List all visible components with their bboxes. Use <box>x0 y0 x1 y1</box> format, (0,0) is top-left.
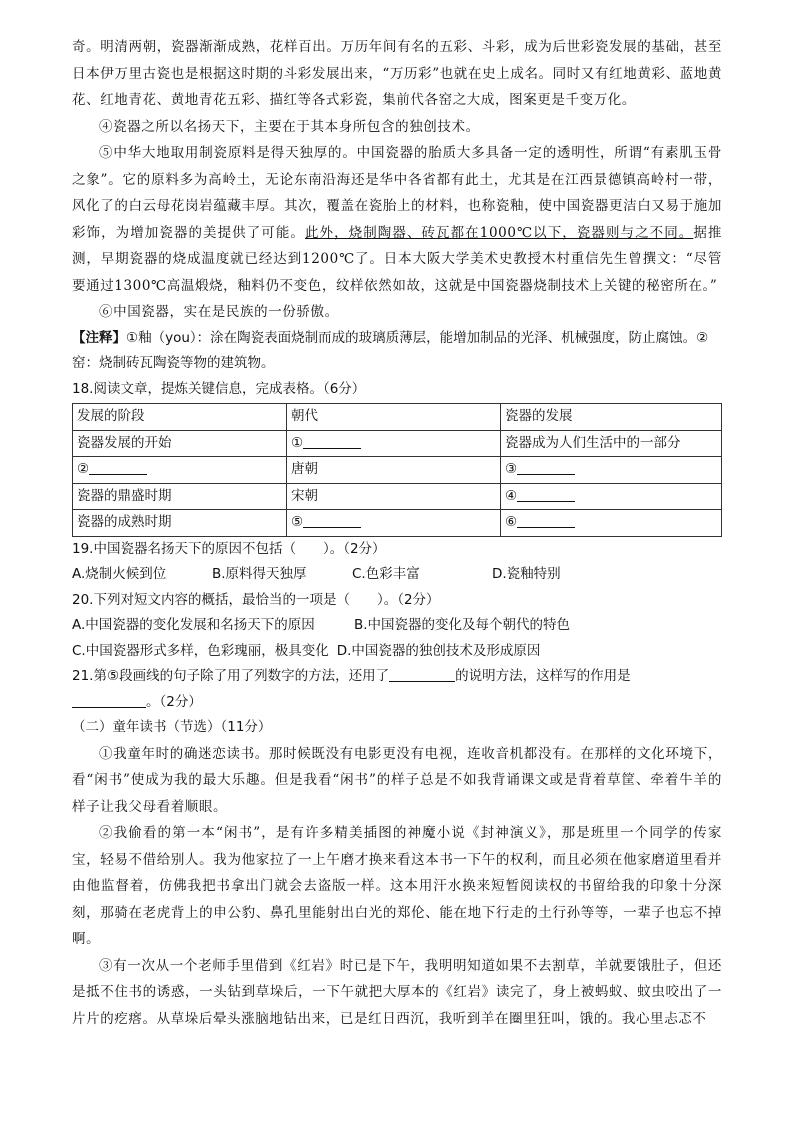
table-cell: 唐朝 <box>287 457 501 484</box>
table-cell-blank[interactable] <box>287 510 501 537</box>
passage-paragraph-4: ④瓷器之所以名扬天下，主要在于其本身所包含的独创技术。 <box>99 118 480 135</box>
question-19 <box>72 537 722 588</box>
answer-blank[interactable] <box>517 486 575 502</box>
table-cell-blank[interactable] <box>287 430 501 457</box>
q18-table <box>72 403 722 537</box>
question-18 <box>72 377 722 537</box>
q18-stem: 18.阅读文章，提炼关键信息，完成表格。（6分） <box>72 380 366 397</box>
table-cell: 宋朝 <box>287 483 501 510</box>
q20-stem: 20.下列对短文内容的概括，最恰当的一项是（ ）。（2分） <box>72 591 440 608</box>
q19-option-c[interactable]: C.色彩丰富 <box>352 566 420 582</box>
q20-option-a[interactable]: A.中国瓷器的变化发展和名扬天下的原因 <box>72 617 315 633</box>
q19-stem: 19.中国瓷器名扬天下的原因不包括（ ）。（2分） <box>72 540 386 557</box>
table-row <box>73 510 722 537</box>
section-two <box>72 715 722 1032</box>
q21-blank-method[interactable] <box>389 666 455 682</box>
answer-blank[interactable] <box>89 459 147 475</box>
note-head: 【注释】 <box>72 329 126 346</box>
q21-text-2: 的说明方法，这样写的作用是 <box>455 668 631 684</box>
p5-text-b: 据推测，早期瓷器的烧成温度就已经达到1200℃了。日本大阪大学美术史教授木村重信先生曾撰文：“尽管要通过1300℃高温煅烧，釉料仍不变色，纹样依然如故，这就是中国瓷器烧制技术上关键的秘密所在。” <box>72 224 722 294</box>
answer-blank[interactable] <box>517 459 575 475</box>
table-header-row <box>73 404 722 431</box>
q19-option-a[interactable]: A.烧制火候到位 <box>72 566 167 582</box>
passage-paragraph-5 <box>72 140 722 299</box>
q21-text-1: 21.第⑤段画线的句子除了用了列数字的方法，还用了 <box>72 668 390 684</box>
table-cell: 瓷器发展的开始 <box>73 430 287 457</box>
section-two-paragraph-3: ③有一次从一个老师手里借到《红岩》时已是下午，我明明知道如果不去割草，羊就要饿肚子，但还是抵不住书的诱惑，一头钻到草垛后，一下午就把大厚本的《红岩》读完了，身上被蚂蚁、蚊虫咬出了一片片的疙瘩。从草垛后晕头涨脑地钻出来，已是红日西沉，我听到羊在圈里狂叫，饿的。我心里忐忑不 <box>72 957 722 1027</box>
q20-options-row1 <box>72 613 722 639</box>
blank-marker: ⑤ <box>291 514 304 530</box>
section-two-title: （二）童年读书（节选）（11分） <box>72 719 272 735</box>
p5-text-a: ⑤中华大地取用制瓷原料是得天独厚的。中国瓷器的胎质大多具备一定的透明性，所谓“有素肌玉骨之象”。它的原料多为高岭土，无论东南沿海还是华中各省都有此土，尤其是在江西景德镇高岭村一带，风化了的白云母花岗岩蕴藏丰厚。其次，覆盖在瓷胎上的材料，也称瓷釉，使中国瓷器更洁白又易于施加彩饰，为增加瓷器的美提供了可能。 <box>72 145 722 241</box>
annotation-note <box>72 326 722 377</box>
section-two-paragraph-2: ②我偷看的第一本“闲书”，是有许多精美插图的神魔小说《封神演义》，那是班里一个同学的传家宝，轻易不借给别人。我为他家拉了一上午磨才换来看这本书一下午的权利，而且必须在他家磨道里看并由他监督着，仿佛我把书拿出门就会去盗版一样。这本用汗水换来短暂阅读权的书留给我的印象十分深刻，那骑在老虎背上的申公豹、鼻孔里能射出白光的郑伦、能在地下行走的土行孙等等，一辈子也忘不掉啊。 <box>72 825 722 947</box>
table-cell: 瓷器的成熟时期 <box>73 510 287 537</box>
q20-option-d[interactable]: D.中国瓷器的独创技术及形成原因 <box>336 642 541 659</box>
header-stage: 发展的阶段 <box>73 404 287 431</box>
passage-one <box>72 34 722 326</box>
q19-option-d[interactable]: D.瓷釉特别 <box>492 566 561 582</box>
q21-text-3: 。（2分） <box>146 693 202 710</box>
table-cell-blank[interactable] <box>501 457 722 484</box>
p5-underlined-sentence: 此外，烧制陶器、砖瓦都在1000℃以下，瓷器则与之不同。 <box>305 224 694 241</box>
table-cell: 瓷器成为人们生活中的一部分 <box>501 430 722 457</box>
table-row <box>73 483 722 510</box>
note-text: ①釉（you）：涂在陶瓷表面烧制而成的玻璃质薄层，能增加制品的光泽、机械强度，防止腐蚀。②窑：烧制砖瓦陶瓷等物的建筑物。 <box>72 329 709 371</box>
q20-option-c[interactable]: C.中国瓷器形式多样，色彩瑰丽，极具变化 <box>72 642 329 659</box>
table-cell-blank[interactable] <box>73 457 287 484</box>
q20-option-b[interactable]: B.中国瓷器的变化及每个朝代的特色 <box>354 617 571 633</box>
table-cell-blank[interactable] <box>501 510 722 537</box>
section-two-paragraph-1: ①我童年时的确迷恋读书。那时候既没有电影更没有电视，连收音机都没有。在那样的文化环境下，看“闲书”使成为我的最大乐趣。但是我看“闲书”的样子总是不如我背诵课文或是背着草筐、牵着牛羊的样子让我父母看着顺眼。 <box>72 745 722 815</box>
passage-paragraph-continued: 奇。明清两朝，瓷器渐渐成熟，花样百出。万历年间有名的五彩、斗彩，成为后世彩瓷发展的基础，甚至日本伊万里古瓷也是根据这时期的斗彩发展出来，“万历彩”也就在史上成名。同时又有红地黄彩、蓝地黄花、红地青花、黄地青花五彩、描红等各式彩瓷，集前代各窑之大成，图案更是千变万化。 <box>72 39 722 108</box>
header-dynasty: 朝代 <box>287 404 501 431</box>
q19-option-b[interactable]: B.原料得天独厚 <box>212 566 307 582</box>
blank-marker: ② <box>77 461 90 477</box>
table-row <box>73 457 722 484</box>
q20-options-row2 <box>72 639 722 665</box>
question-20 <box>72 588 722 665</box>
answer-blank[interactable] <box>303 512 361 528</box>
passage-paragraph-6: ⑥中国瓷器，实在是民族的一份骄傲。 <box>99 304 339 320</box>
answer-blank[interactable] <box>517 512 575 528</box>
q21-blank-effect[interactable] <box>72 692 146 708</box>
blank-marker: ③ <box>505 461 518 477</box>
table-row <box>73 430 722 457</box>
table-cell: 瓷器的鼎盛时期 <box>73 483 287 510</box>
answer-blank[interactable] <box>303 433 361 449</box>
exam-page <box>72 34 722 1032</box>
blank-marker: ⑥ <box>505 514 518 530</box>
table-cell-blank[interactable] <box>501 483 722 510</box>
question-21 <box>72 664 722 715</box>
q19-options <box>72 562 722 588</box>
blank-marker: ④ <box>505 487 518 504</box>
header-development: 瓷器的发展 <box>501 404 722 431</box>
blank-marker: ① <box>291 434 304 451</box>
